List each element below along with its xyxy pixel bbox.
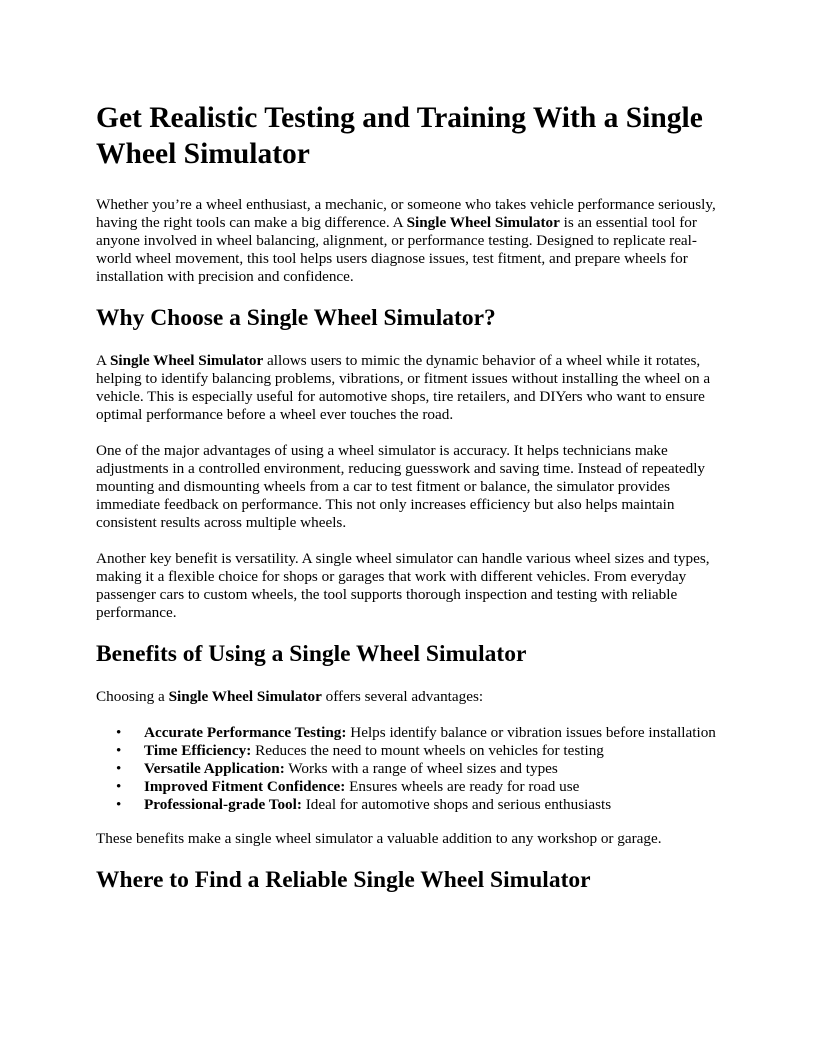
list-item-text: Reduces the need to mount wheels on vehicles for testing (251, 742, 604, 759)
list-item-text: Ensures wheels are ready for road use (345, 778, 580, 795)
list-item (116, 760, 720, 778)
benefits-list (96, 724, 720, 814)
list-item (116, 742, 720, 760)
list-item-label: Professional-grade Tool: (144, 796, 302, 813)
list-item-label: Accurate Performance Testing: (144, 724, 347, 741)
bullet-icon: • (116, 742, 122, 759)
heading-benefits: Benefits of Using a Single Wheel Simulator (96, 641, 527, 667)
why-paragraph-1 (96, 352, 720, 424)
heading-why-choose: Why Choose a Single Wheel Simulator? (96, 305, 496, 331)
bullet-icon: • (116, 796, 122, 813)
list-item-text: Ideal for automotive shops and serious enthusiasts (301, 796, 612, 813)
benefits-closing-paragraph: These benefits make a single wheel simulator a valuable addition to any workshop or garage. (96, 830, 662, 847)
list-item-text: Helps identify balance or vibration issues before installation (346, 724, 716, 741)
why-paragraph-3: Another key benefit is versatility. A single wheel simulator can handle various wheel sizes and types, making it a flexible choice for shops or garages that work with different vehicles. From everyday passenger cars to custom wheels, the tool supports thorough inspection and testing with reliable performance. (96, 550, 710, 621)
intro-text-before: Whether you’re a wheel enthusiast, a mechanic, or someone who takes vehicle performance seriously, having the right tools can make a big difference. A (96, 196, 716, 231)
list-item (116, 724, 720, 742)
why-p1-before: A (96, 352, 110, 369)
bullet-icon: • (116, 778, 122, 795)
why-p1-after: allows users to mimic the dynamic behavior of a wheel while it rotates, helping to identify balancing problems, vibrations, or fitment issues without installing the wheel on a vehicle. This is especially useful for automotive shops, tire retailers, and DIYers who want to ensure optimal performance before a wheel ever touches the road. (96, 352, 711, 423)
benefits-lead-after: offers several advantages: (321, 688, 484, 705)
benefits-lead-paragraph (96, 688, 720, 706)
list-item (116, 796, 720, 814)
why-paragraph-2: One of the major advantages of using a wheel simulator is accuracy. It helps technicians make adjustments in a controlled environment, reducing guesswork and saving time. Instead of repeatedly mounting and dismounting wheels from a car to test fitment or balance, the simulator provides immediate feedback on performance. This not only increases efficiency but also helps maintain consistent results across multiple wheels. (96, 442, 706, 531)
list-item-label: Time Efficiency: (144, 742, 252, 759)
bullet-icon: • (116, 724, 122, 741)
bullet-icon: • (116, 760, 122, 777)
page-title: Get Realistic Testing and Training With a Single Wheel Simulator (96, 102, 703, 170)
intro-bold-term: Single Wheel Simulator (406, 214, 560, 231)
benefits-lead-before: Choosing a (96, 688, 169, 705)
heading-where-to-find: Where to Find a Reliable Single Wheel Simulator (96, 867, 591, 893)
list-item-text: Works with a range of wheel sizes and types (284, 760, 558, 777)
benefits-lead-bold-term: Single Wheel Simulator (168, 688, 322, 705)
intro-text-after: is an essential tool for anyone involved in wheel balancing, alignment, or performance testing. Designed to replicate real-world wheel movement, this tool helps users diagnose issues, test fitment, and prepare wheels for installation with precision and confidence. (96, 214, 697, 285)
list-item-label: Improved Fitment Confidence: (144, 778, 346, 795)
list-item (116, 778, 720, 796)
list-item-label: Versatile Application: (144, 760, 285, 777)
why-p1-bold-term: Single Wheel Simulator (109, 352, 264, 369)
intro-paragraph (96, 196, 720, 286)
